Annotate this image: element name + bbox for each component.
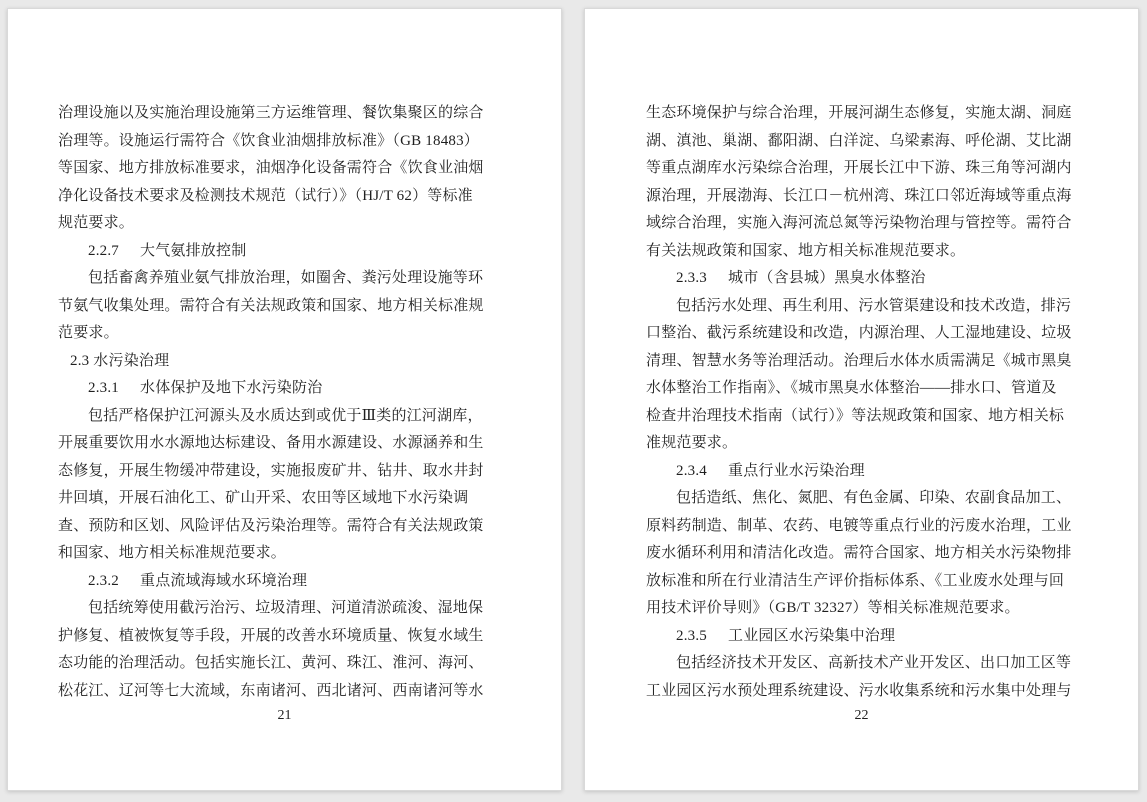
page-content: [646, 100, 1072, 705]
section-heading: [58, 568, 484, 596]
text-line: 规范要求。: [58, 215, 135, 231]
text-line: 源治理，开展渤海、长江口－杭州湾、珠江口邻近海域等重点海: [646, 187, 1072, 204]
text-line: 包括经济技术开发区、高新技术产业开发区、出口加工区等: [676, 655, 1072, 671]
text-line: 清理、智慧水务等治理活动。治理后水体水质需满足《城市黑臭: [646, 352, 1072, 369]
text-line: 包括造纸、焦化、氮肥、有色金属、印染、农副食品加工、: [676, 490, 1072, 506]
text-line: 生态环境保护与综合治理，开展河湖生态修复，实施太湖、洞庭: [646, 105, 1072, 121]
text-line: 包括畜禽养殖业氨气排放治理，如圈舍、粪污处理设施等环: [88, 270, 484, 286]
text-line: 和国家、地方相关标准规范要求。: [58, 545, 287, 561]
section-title: 大气氨排放控制: [140, 242, 247, 259]
section-heading: [58, 375, 484, 403]
section-title: 水体保护及地下水污染防治: [140, 380, 323, 396]
page-content: [58, 100, 484, 705]
section-heading: [646, 623, 1072, 651]
document-page-right: [584, 8, 1139, 791]
text-line: 包括统筹使用截污治污、垃圾清理、河道清淤疏浚、湿地保: [88, 600, 484, 616]
document-page-left: [7, 8, 562, 791]
text-line: 放标准和所在行业清洁生产评价指标体系、《工业废水处理与回: [646, 572, 1065, 589]
text-line: 态功能的治理活动。包括实施长江、黄河、珠江、淮河、海河、: [58, 655, 484, 671]
text-line: 范要求。: [58, 325, 119, 341]
text-line: 治理等。设施运行需符合《饮食业油烟排放标准》（GB 18483）: [58, 132, 479, 149]
text-line: 等国家、地方排放标准要求，油烟净化设备需符合《饮食业油烟: [58, 160, 484, 176]
page-number: 21: [277, 708, 292, 723]
section-heading: [646, 458, 1072, 486]
text-line: 检查井治理技术指南（试行）》等法规政策和国家、地方相关标: [646, 407, 1065, 424]
text-line: 态修复，开展生物缓冲带建设，实施报废矿井、钻井、取水井封: [58, 462, 484, 479]
text-line: 原料药制造、制革、农药、电镀等重点行业的污废水治理，工业: [646, 517, 1072, 534]
text-line: 水体整治工作指南》、《城市黑臭水体整治——排水口、管道及: [646, 380, 1057, 396]
section-number: 2.2.7: [88, 242, 119, 259]
text-line: 治理设施以及实施治理设施第三方运维管理、餐饮集聚区的综合: [58, 105, 484, 121]
text-line: 包括污水处理、再生利用、污水管渠建设和技术改造，排污: [676, 297, 1072, 314]
section-title: 重点流域海域水环境治理: [140, 572, 308, 589]
text-line: 护修复、植被恢复等手段，开展的改善水环境质量、恢复水域生: [58, 627, 484, 644]
section-heading: [58, 238, 484, 266]
text-line: 井回填，开展石油化工、矿山开采、农田等区域地下水污染调: [58, 490, 469, 506]
text-line: 开展重要饮用水水源地达标建设、备用水源建设、水源涵养和生: [58, 435, 484, 451]
section-number: 2.3.4: [676, 462, 707, 479]
section-number: 2.3.2: [88, 572, 119, 589]
text-line: 净化设备技术要求及检测技术规范（试行）》（HJ/T 62）等标准: [58, 187, 473, 204]
section-heading: [646, 265, 1072, 293]
text-line: 域综合治理，实施入海河流总氮等污染物治理与管控等。需符合: [646, 215, 1072, 231]
text-line: 等重点湖库水污染综合治理，开展长江中下游、珠三角等河湖内: [646, 160, 1072, 176]
section-title: 重点行业水污染治理: [728, 462, 865, 479]
text-line: 松花江、辽河等七大流域，东南诸河、西北诸河、西南诸河等水: [58, 682, 484, 699]
text-line: 用技术评价导则》（GB/T 32327）等相关标准规范要求。: [646, 600, 1020, 616]
text-line: 包括严格保护江河源头及水质达到或优于Ⅲ类的江河湖库，: [88, 407, 483, 424]
text-line: 工业园区污水预处理系统建设、污水收集系统和污水集中处理与: [646, 682, 1072, 699]
section-title: 工业园区水污染集中治理: [728, 627, 896, 644]
text-line: 有关法规政策和国家、地方相关标准规范要求。: [646, 242, 966, 259]
text-line: 节氨气收集处理。需符合有关法规政策和国家、地方相关标准规: [58, 297, 484, 314]
text-line: 湖、滇池、巢湖、鄱阳湖、白洋淀、乌梁素海、呼伦湖、艾比湖: [646, 132, 1072, 149]
page-number: 22: [854, 708, 869, 723]
text-line: 准规范要求。: [646, 435, 738, 451]
text-line: 废水循环利用和清洁化改造。需符合国家、地方相关水污染物排: [646, 545, 1072, 561]
text-line: 查、预防和区划、风险评估及污染治理等。需符合有关法规政策: [58, 517, 484, 534]
chapter-heading: 2.3 水污染治理: [70, 352, 170, 369]
section-number: 2.3.3: [676, 270, 707, 286]
text-line: 口整治、截污系统建设和改造，内源治理、人工湿地建设、垃圾: [646, 325, 1072, 341]
section-number: 2.3.5: [676, 627, 707, 644]
section-number: 2.3.1: [88, 380, 119, 396]
section-title: 城市（含县城）黑臭水体整治: [728, 270, 926, 286]
